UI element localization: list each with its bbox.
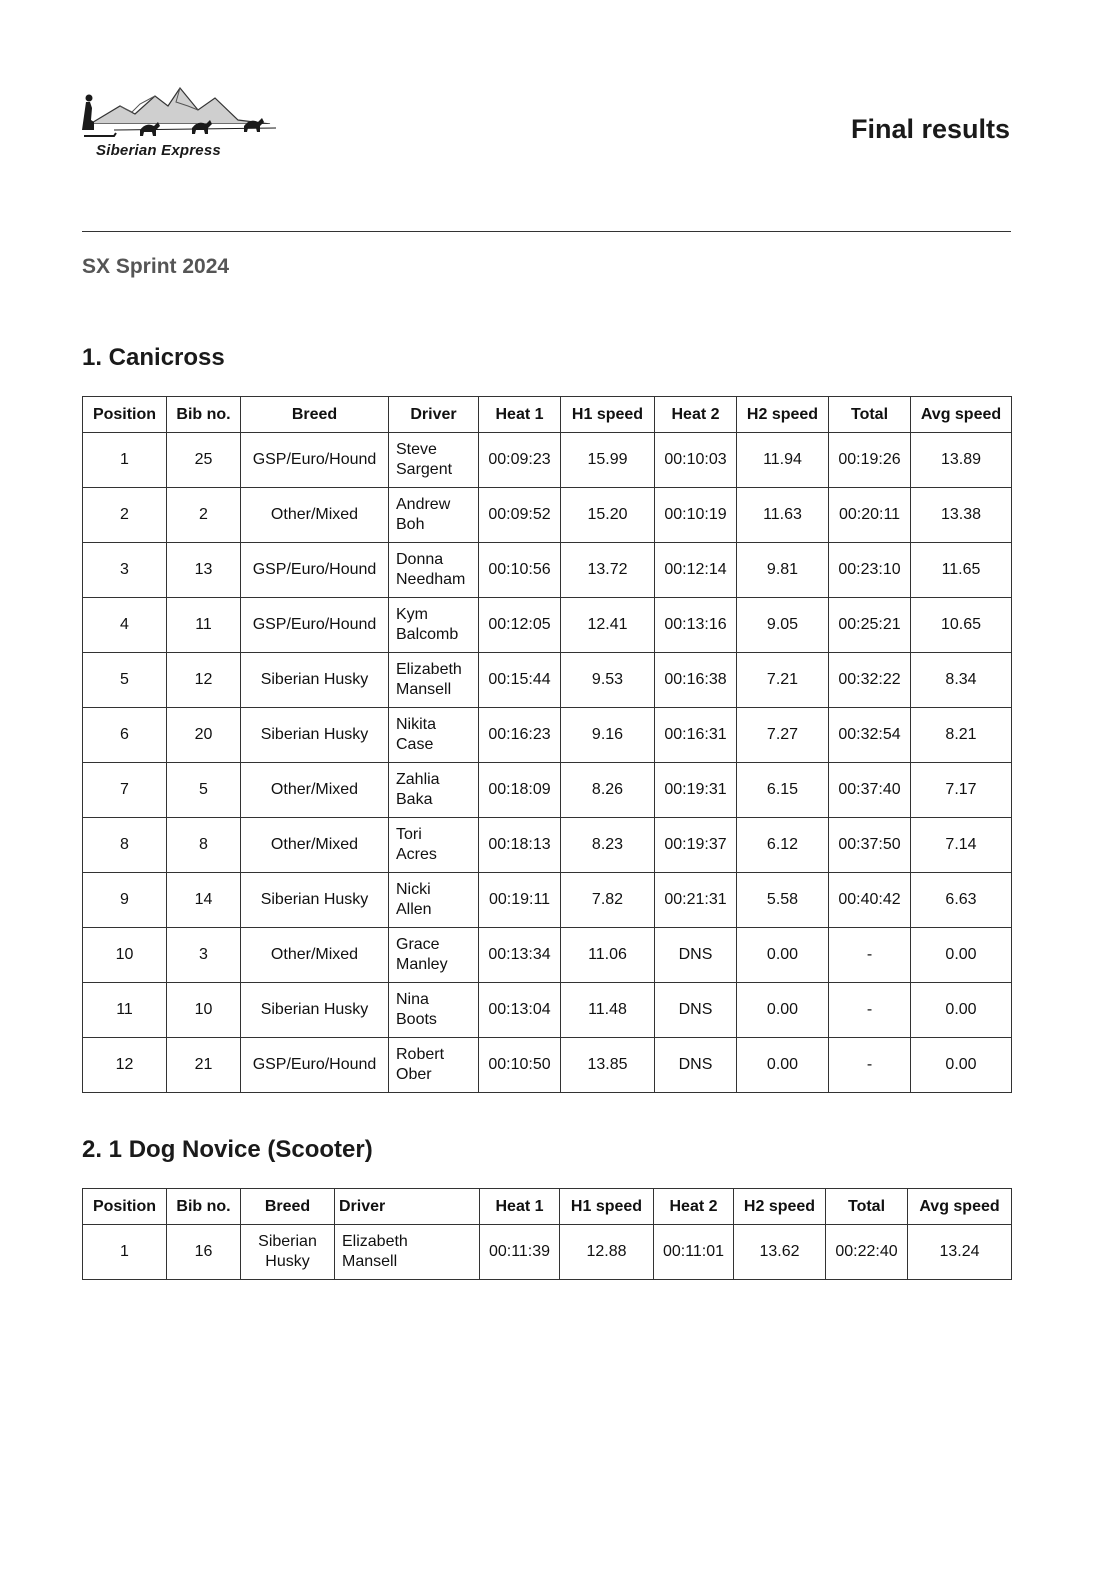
cell-heat-1: 00:09:52 [479, 488, 561, 543]
cell-avg-speed: 8.34 [911, 653, 1012, 708]
cell-total: 00:37:40 [829, 763, 911, 818]
column-header-h1-speed: H1 speed [561, 397, 655, 433]
cell-driver [389, 763, 479, 818]
column-header-driver: Driver [389, 397, 479, 433]
cell-total: - [829, 1038, 911, 1093]
cell-position: 9 [83, 873, 167, 928]
cell-h2-speed: 9.05 [737, 598, 829, 653]
cell-avg-speed: 6.63 [911, 873, 1012, 928]
cell-position: 6 [83, 708, 167, 763]
cell-breed: Other/Mixed [241, 818, 389, 873]
column-header-heat-2: Heat 2 [655, 397, 737, 433]
cell-breed: Siberian Husky [241, 983, 389, 1038]
cell-total: 00:23:10 [829, 543, 911, 598]
cell-bib-no: 3 [167, 928, 241, 983]
cell-h2-speed: 9.81 [737, 543, 829, 598]
driver-first-name: Tori [396, 826, 422, 843]
cell-bib-no: 11 [167, 598, 241, 653]
cell-driver [389, 543, 479, 598]
column-header-heat-1: Heat 1 [479, 397, 561, 433]
driver-first-name: Nina [396, 991, 429, 1008]
driver-first-name: Nicki [396, 881, 431, 898]
section-heading-canicross: 1. Canicross [82, 344, 225, 371]
cell-total: - [829, 928, 911, 983]
siberian-express-logo [80, 84, 280, 164]
cell-position: 1 [83, 433, 167, 488]
cell-h1-speed: 8.23 [561, 818, 655, 873]
cell-heat-2: 00:11:01 [654, 1225, 734, 1280]
driver-last-name: Ober [396, 1066, 432, 1083]
driver-last-name: Needham [396, 571, 466, 588]
table-row [83, 488, 1012, 543]
cell-bib-no: 5 [167, 763, 241, 818]
table-row [83, 873, 1012, 928]
cell-total: - [829, 983, 911, 1038]
cell-heat-2: 00:16:38 [655, 653, 737, 708]
column-header-h1-speed: H1 speed [560, 1189, 654, 1225]
cell-h1-speed: 13.72 [561, 543, 655, 598]
driver-first-name: Grace [396, 936, 440, 953]
driver-first-name: Elizabeth [396, 661, 462, 678]
cell-avg-speed: 7.17 [911, 763, 1012, 818]
column-header-total: Total [826, 1189, 908, 1225]
cell-driver [389, 983, 479, 1038]
results-table-scooter [82, 1188, 1012, 1280]
table-row [83, 818, 1012, 873]
table-header-row [83, 1189, 1012, 1225]
table-row [83, 1225, 1012, 1280]
driver-last-name: Acres [396, 846, 437, 863]
column-header-position: Position [83, 1189, 167, 1225]
cell-avg-speed: 11.65 [911, 543, 1012, 598]
event-name: SX Sprint 2024 [82, 255, 230, 278]
driver-first-name: Andrew [396, 496, 451, 513]
cell-h1-speed: 9.53 [561, 653, 655, 708]
cell-position: 10 [83, 928, 167, 983]
cell-h1-speed: 9.16 [561, 708, 655, 763]
cell-heat-1: 00:13:04 [479, 983, 561, 1038]
cell-h2-speed: 11.63 [737, 488, 829, 543]
cell-breed: GSP/Euro/Hound [241, 543, 389, 598]
driver-last-name: Boots [396, 1011, 437, 1028]
driver-last-name: Manley [396, 956, 448, 973]
cell-h1-speed: 8.26 [561, 763, 655, 818]
driver-first-name: Donna [396, 551, 444, 568]
cell-avg-speed: 8.21 [911, 708, 1012, 763]
table-row [83, 708, 1012, 763]
cell-heat-2: 00:10:03 [655, 433, 737, 488]
column-header-breed: Breed [241, 1189, 335, 1225]
cell-heat-1: 00:15:44 [479, 653, 561, 708]
cell-position: 4 [83, 598, 167, 653]
cell-total: 00:40:42 [829, 873, 911, 928]
cell-avg-speed: 10.65 [911, 598, 1012, 653]
cell-breed: GSP/Euro/Hound [241, 1038, 389, 1093]
column-header-position: Position [83, 397, 167, 433]
column-header-total: Total [829, 397, 911, 433]
driver-first-name: Nikita [396, 716, 437, 733]
cell-bib-no: 25 [167, 433, 241, 488]
column-header-h2-speed: H2 speed [737, 397, 829, 433]
column-header-avg-speed: Avg speed [908, 1189, 1012, 1225]
cell-breed: Other/Mixed [241, 488, 389, 543]
cell-driver [389, 873, 479, 928]
cell-avg-speed: 13.38 [911, 488, 1012, 543]
cell-driver [335, 1225, 480, 1280]
table-row [83, 1038, 1012, 1093]
table-header-row [83, 397, 1012, 433]
results-table-canicross [82, 396, 1012, 1093]
cell-heat-2: 00:12:14 [655, 543, 737, 598]
cell-heat-1: 00:18:13 [479, 818, 561, 873]
driver-last-name: Mansell [396, 681, 452, 698]
cell-heat-2: 00:21:31 [655, 873, 737, 928]
cell-bib-no: 8 [167, 818, 241, 873]
cell-h2-speed: 13.62 [734, 1225, 826, 1280]
cell-position: 5 [83, 653, 167, 708]
table-row [83, 653, 1012, 708]
cell-h1-speed: 15.99 [561, 433, 655, 488]
table-row [83, 433, 1012, 488]
cell-heat-2: 00:16:31 [655, 708, 737, 763]
cell-position: 11 [83, 983, 167, 1038]
cell-h2-speed: 5.58 [737, 873, 829, 928]
cell-heat-1: 00:11:39 [480, 1225, 560, 1280]
cell-bib-no: 12 [167, 653, 241, 708]
cell-avg-speed: 0.00 [911, 983, 1012, 1038]
column-header-breed: Breed [241, 397, 389, 433]
cell-heat-1: 00:19:11 [479, 873, 561, 928]
cell-bib-no: 10 [167, 983, 241, 1038]
cell-breed: GSP/Euro/Hound [241, 598, 389, 653]
cell-heat-1: 00:09:23 [479, 433, 561, 488]
table-row [83, 928, 1012, 983]
cell-bib-no: 13 [167, 543, 241, 598]
driver-first-name: Zahlia [396, 771, 440, 788]
cell-heat-2: 00:19:31 [655, 763, 737, 818]
cell-heat-2: DNS [655, 1038, 737, 1093]
driver-first-name: Robert [396, 1046, 445, 1063]
cell-heat-2: 00:19:37 [655, 818, 737, 873]
driver-first-name: Steve [396, 441, 437, 458]
cell-h1-speed: 15.20 [561, 488, 655, 543]
cell-avg-speed: 0.00 [911, 1038, 1012, 1093]
cell-h2-speed: 6.12 [737, 818, 829, 873]
cell-bib-no: 20 [167, 708, 241, 763]
table-row [83, 543, 1012, 598]
column-header-heat-1: Heat 1 [480, 1189, 560, 1225]
cell-driver [389, 598, 479, 653]
cell-total: 00:20:11 [829, 488, 911, 543]
cell-h2-speed: 0.00 [737, 928, 829, 983]
cell-total: 00:25:21 [829, 598, 911, 653]
driver-last-name: Case [396, 736, 434, 753]
cell-heat-1: 00:12:05 [479, 598, 561, 653]
cell-breed: Other/Mixed [241, 928, 389, 983]
column-header-h2-speed: H2 speed [734, 1189, 826, 1225]
cell-driver [389, 653, 479, 708]
cell-driver [389, 928, 479, 983]
cell-h1-speed: 12.88 [560, 1225, 654, 1280]
column-header-driver: Driver [335, 1189, 480, 1225]
cell-position: 12 [83, 1038, 167, 1093]
cell-heat-2: 00:10:19 [655, 488, 737, 543]
cell-bib-no: 16 [167, 1225, 241, 1280]
cell-heat-2: 00:13:16 [655, 598, 737, 653]
driver-first-name: Kym [396, 606, 428, 623]
section-heading-scooter: 2. 1 Dog Novice (Scooter) [82, 1136, 373, 1163]
column-header-bib-no: Bib no. [167, 397, 241, 433]
cell-avg-speed: 0.00 [911, 928, 1012, 983]
column-header-heat-2: Heat 2 [654, 1189, 734, 1225]
page-title: Final results [850, 114, 1010, 144]
driver-last-name: Mansell [342, 1253, 398, 1270]
column-header-bib-no: Bib no. [167, 1189, 241, 1225]
cell-heat-1: 00:13:34 [479, 928, 561, 983]
table-row [83, 598, 1012, 653]
cell-h2-speed: 6.15 [737, 763, 829, 818]
cell-driver [389, 708, 479, 763]
cell-avg-speed: 13.89 [911, 433, 1012, 488]
cell-position: 1 [83, 1225, 167, 1280]
cell-h2-speed: 7.27 [737, 708, 829, 763]
driver-first-name: Elizabeth [342, 1233, 408, 1250]
cell-h1-speed: 13.85 [561, 1038, 655, 1093]
cell-position: 2 [83, 488, 167, 543]
driver-last-name: Baka [396, 791, 433, 808]
cell-position: 3 [83, 543, 167, 598]
mountain-sled-dogs-icon [80, 84, 280, 144]
driver-last-name: Balcomb [396, 626, 459, 643]
cell-breed: GSP/Euro/Hound [241, 433, 389, 488]
cell-breed: Siberian Husky [241, 873, 389, 928]
cell-breed: Other/Mixed [241, 763, 389, 818]
cell-position: 8 [83, 818, 167, 873]
cell-driver [389, 433, 479, 488]
cell-driver [389, 1038, 479, 1093]
cell-h1-speed: 11.06 [561, 928, 655, 983]
cell-total: 00:22:40 [826, 1225, 908, 1280]
cell-h1-speed: 7.82 [561, 873, 655, 928]
cell-heat-1: 00:10:50 [479, 1038, 561, 1093]
cell-driver [389, 818, 479, 873]
cell-driver [389, 488, 479, 543]
cell-heat-2: DNS [655, 983, 737, 1038]
cell-bib-no: 14 [167, 873, 241, 928]
cell-h2-speed: 7.21 [737, 653, 829, 708]
cell-breed: Siberian Husky [241, 708, 389, 763]
cell-avg-speed: 13.24 [908, 1225, 1012, 1280]
table-row [83, 763, 1012, 818]
cell-avg-speed: 7.14 [911, 818, 1012, 873]
cell-h2-speed: 11.94 [737, 433, 829, 488]
cell-h2-speed: 0.00 [737, 1038, 829, 1093]
logo-text: Siberian Express [96, 142, 221, 159]
cell-heat-1: 00:10:56 [479, 543, 561, 598]
cell-heat-1: 00:18:09 [479, 763, 561, 818]
cell-bib-no: 21 [167, 1038, 241, 1093]
driver-last-name: Sargent [396, 461, 453, 478]
column-header-avg-speed: Avg speed [911, 397, 1012, 433]
driver-last-name: Boh [396, 516, 425, 533]
cell-position: 7 [83, 763, 167, 818]
cell-breed: Siberian Husky [241, 653, 389, 708]
table-row [83, 983, 1012, 1038]
cell-h2-speed: 0.00 [737, 983, 829, 1038]
cell-bib-no: 2 [167, 488, 241, 543]
cell-h1-speed: 11.48 [561, 983, 655, 1038]
cell-h1-speed: 12.41 [561, 598, 655, 653]
driver-last-name: Allen [396, 901, 432, 918]
cell-total: 00:32:22 [829, 653, 911, 708]
cell-heat-1: 00:16:23 [479, 708, 561, 763]
cell-total: 00:19:26 [829, 433, 911, 488]
cell-total: 00:37:50 [829, 818, 911, 873]
cell-breed: Siberian Husky [241, 1225, 335, 1280]
header-divider [82, 231, 1011, 232]
cell-heat-2: DNS [655, 928, 737, 983]
cell-total: 00:32:54 [829, 708, 911, 763]
